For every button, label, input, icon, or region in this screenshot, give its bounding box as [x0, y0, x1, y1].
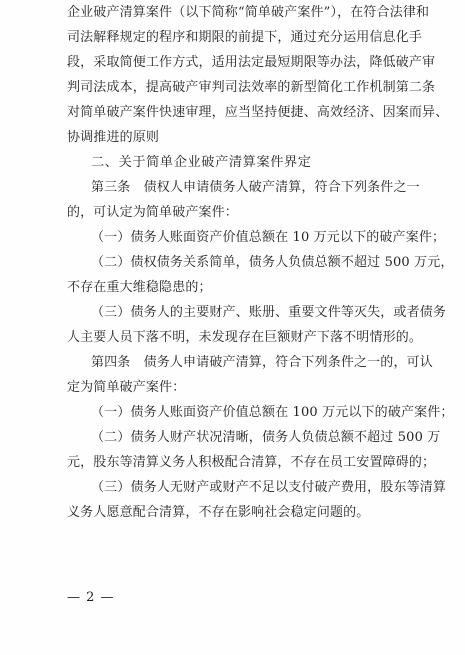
article-4-item-1: （一）债务人账面资产价值总额在 100 万元以下的破产案件； — [91, 405, 454, 420]
section-heading: 二、关于简单企业破产清算案件界定 — [91, 155, 312, 170]
body-text-line: 元，股东等清算义务人积极配合清算，不存在员工安置障碍的； — [67, 455, 436, 470]
body-text-line: 的，可认定为简单破产案件： — [67, 205, 238, 220]
body-text-line: 司法解释规定的程序和期限的前提下，通过充分运用信息化手 — [67, 30, 423, 45]
article-3-intro: 第三条 债权人申请债务人破产清算，符合下列条件之一 — [91, 180, 420, 195]
body-text-line: 义务人愿意配合清算，不存在影响社会稳定问题的。 — [67, 505, 370, 520]
body-text-line: 不存在重大维稳隐患的； — [67, 280, 212, 295]
body-text-line: 定为简单破产案件： — [67, 380, 186, 395]
article-3-item-1: （一）债务人账面资产价值总额在 10 万元以下的破产案件； — [91, 230, 446, 245]
article-4-item-3: （三）债务人无财产或财产不足以支付破产费用，股东等清算 — [91, 480, 447, 495]
article-3-item-2: （二）债权债务关系简单，债务人负债总额不超过 500 万元， — [91, 255, 454, 270]
page-number: — 2 — — [67, 590, 115, 605]
body-text-line: 判司法成本，提高破产审判司法效率的新型简化工作机制第二条 — [67, 80, 436, 95]
body-text-line: 人主要人员下落不明，未发现存在巨额财产下落不明情形的。 — [67, 330, 423, 345]
body-text-line: 协调推进的原则 — [67, 130, 160, 145]
article-3-item-3: （三）债务人的主要财产、账册、重要文件等灭失，或者债务 — [91, 305, 447, 320]
article-4-item-2: （二）债务人财产状况清晰，债务人负债总额不超过 500 万 — [91, 430, 441, 445]
body-text-line: 段，采取简便工作方式，适用法定最短期限等办法，降低破产审 — [67, 55, 436, 70]
article-4-intro: 第四条 债务人申请破产清算，符合下列条件之一的，可认 — [91, 355, 433, 370]
body-text-line: 对简单破产案件快速审理，应当坚持便捷、高效经济、因案而异、 — [67, 105, 449, 120]
body-text-line: 企业破产清算案件（以下简称“简单破产案件”），在符合法律和 — [67, 5, 430, 20]
